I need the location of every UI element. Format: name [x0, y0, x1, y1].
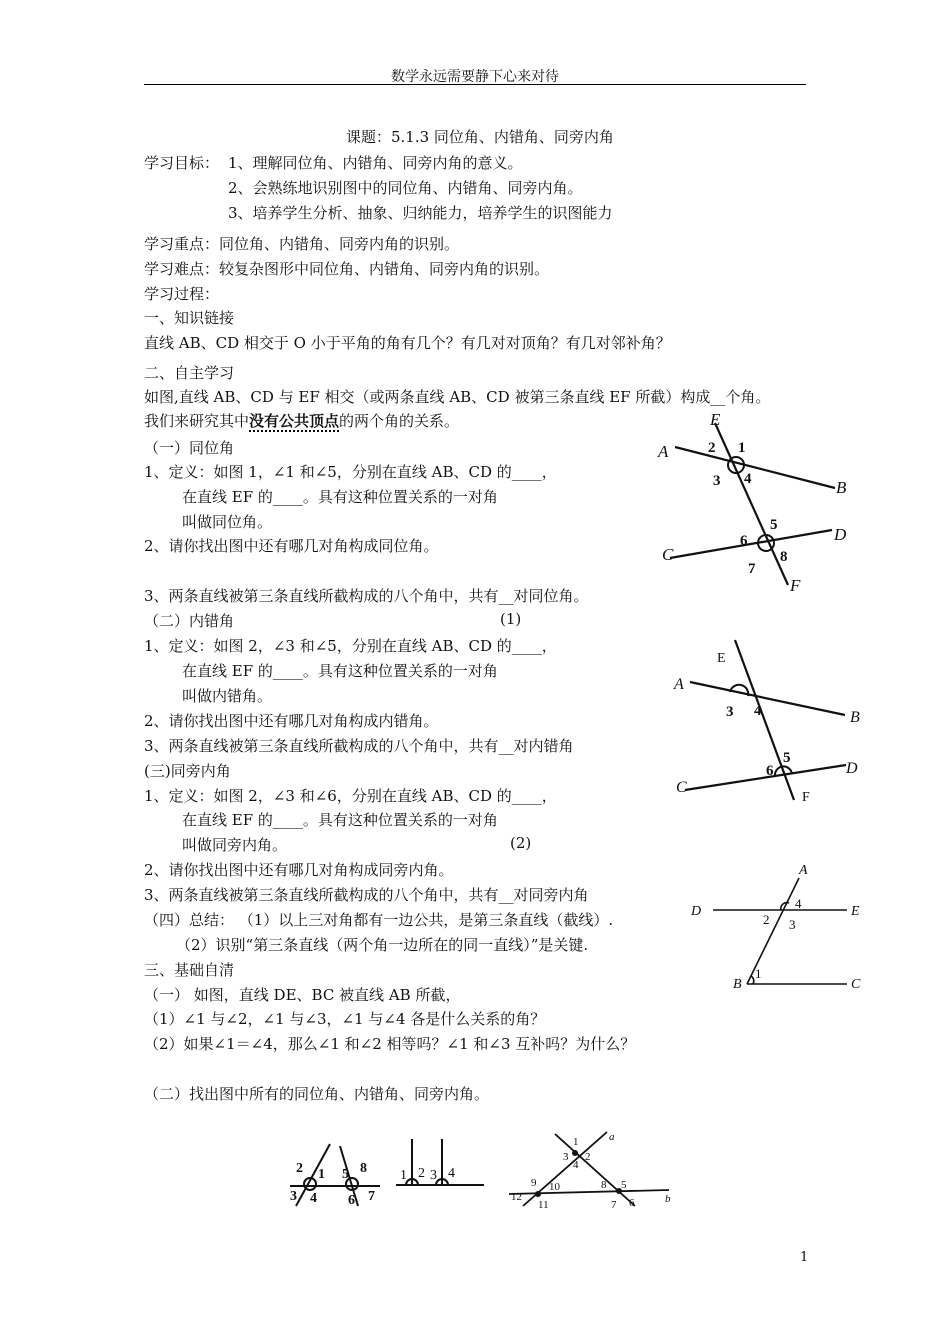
fig5-num-1: 1 — [400, 1168, 407, 1183]
fig6-label-b: b — [665, 1193, 671, 1205]
part1-title: （一）同位角 — [144, 439, 235, 457]
key-point: 学习重点：同位角、内错角、同旁内角的识别。 — [144, 235, 460, 253]
part1-def3: 叫做同位角。 — [182, 513, 273, 531]
intro2-emphasis: 没有公共顶点 — [249, 412, 340, 430]
section2-intro2 — [144, 410, 459, 431]
section2-title: 二、自主学习 — [144, 364, 235, 382]
part2-def2: 在直线 EF 的____。具有这种位置关系的一对角 — [182, 662, 498, 680]
fig2-label-b: B — [850, 709, 860, 726]
difficulty: 学习难点：较复杂图形中同位角、内错角、同旁内角的识别。 — [144, 260, 550, 278]
fig1-label-f: F — [790, 576, 801, 595]
part2-q3: 3、两条直线被第三条直线所截构成的八个角中，共有__对内错角 — [144, 737, 574, 755]
intro2-a: 我们来研究其中 — [144, 412, 250, 430]
figure-2 — [660, 640, 880, 810]
fig3-num-1: 1 — [755, 966, 762, 981]
fig1-num-6: 6 — [740, 533, 748, 549]
figure-1 — [640, 405, 870, 600]
fig4-num-2: 2 — [296, 1161, 303, 1176]
fig4-num-7: 7 — [368, 1189, 375, 1204]
fig1-label-c: C — [662, 545, 674, 564]
intro2-c: 的两个角的关系。 — [339, 412, 460, 430]
fig1-label-d: D — [834, 525, 847, 544]
fig6-line-b — [509, 1190, 669, 1194]
section3-p2: （1）∠1 与∠2，∠1 与∠3，∠1 与∠4 各是什么关系的角？ — [144, 1010, 546, 1028]
header-rule — [144, 84, 806, 85]
objective-3: 3、培养学生分析、抽象、归纳能力，培养学生的识图能力 — [228, 204, 613, 222]
section3-title: 三、基础自清 — [144, 961, 235, 979]
fig3-label-c: C — [851, 977, 861, 992]
objective-2: 2、会熟练地识别图中的同位角、内错角、同旁内角。 — [228, 179, 583, 197]
lesson-title: 课题：5.1.3 同位角、内错角、同旁内角 — [346, 128, 614, 146]
fig4-num-1: 1 — [318, 1167, 325, 1182]
fig2-num-6: 6 — [766, 763, 774, 779]
fig1-caption: (1) — [500, 610, 522, 628]
fig3-label-b: B — [733, 977, 742, 992]
objective-1: 1、理解同位角、内错角、同旁内角的意义。 — [228, 154, 523, 172]
section3-p3: （2）如果∠1＝∠4，那么∠1 和∠2 相等吗？∠1 和∠3 互补吗？为什么？ — [144, 1035, 636, 1053]
part3-q2: 2、请你找出图中还有哪几对角构成同旁内角。 — [144, 861, 454, 879]
fig1-num-8: 8 — [780, 549, 788, 565]
fig6-num-5: 5 — [621, 1179, 627, 1191]
fig2-label-d: D — [846, 760, 858, 777]
part3-def1: 1、定义：如图 2，∠3 和∠6，分别在直线 AB、CD 的____， — [144, 787, 557, 805]
fig6-num-11: 11 — [538, 1199, 549, 1211]
fig3-num-2: 2 — [763, 912, 770, 927]
part1-def2: 在直线 EF 的____。具有这种位置关系的一对角 — [182, 488, 498, 506]
section2-intro1: 如图,直线 AB、CD 与 EF 相交（或两条直线 AB、CD 被第三条直线 EF 所截）构成__个角。 — [144, 388, 771, 406]
fig4-num-3: 3 — [290, 1189, 297, 1204]
summary-1: （四）总结： （1）以上三对角都有一边公共，是第三条直线（截线）. — [144, 911, 614, 929]
figure-6 — [505, 1128, 685, 1213]
fig6-line-3 — [555, 1134, 635, 1206]
figure-5 — [394, 1135, 489, 1195]
fig6-num-6: 6 — [629, 1197, 635, 1209]
fig2-label-e: E — [717, 651, 726, 666]
fig1-label-e: E — [710, 410, 721, 429]
part3-def2: 在直线 EF 的____。具有这种位置关系的一对角 — [182, 811, 498, 829]
figure-4 — [288, 1138, 388, 1208]
fig6-num-2: 2 — [585, 1151, 591, 1163]
fig2-line-ab — [690, 682, 845, 715]
fig2-line-ef — [735, 640, 794, 800]
fig5-num-3: 3 — [430, 1168, 437, 1183]
fig1-line-cd — [670, 530, 832, 558]
fig6-num-8: 8 — [601, 1179, 607, 1191]
part2-title: （二）内错角 — [144, 612, 235, 630]
fig1-num-4: 4 — [744, 471, 752, 487]
fig5-num-2: 2 — [418, 1166, 425, 1181]
part3-q3: 3、两条直线被第三条直线所截构成的八个角中，共有__对同旁内角 — [144, 886, 589, 904]
part2-q2: 2、请你找出图中还有哪几对角构成内错角。 — [144, 712, 439, 730]
fig3-num-4: 4 — [795, 896, 802, 911]
fig2-label-c: C — [676, 779, 687, 796]
fig2-label-a: A — [674, 676, 684, 693]
fig1-num-5: 5 — [770, 517, 778, 533]
process-label: 学习过程： — [144, 285, 220, 303]
fig2-num-3: 3 — [726, 704, 734, 720]
fig6-num-9: 9 — [531, 1177, 537, 1189]
section3-p4: （二）找出图中所有的同位角、内错角、同旁内角。 — [144, 1085, 490, 1103]
page-header: 数学永远需要静下心来对待 — [391, 69, 559, 85]
part2-def1: 1、定义：如图 2，∠3 和∠5，分别在直线 AB、CD 的____， — [144, 637, 557, 655]
section1-question: 直线 AB、CD 相交于 O 小于平角的角有几个？有几对对顶角？有几对邻补角？ — [144, 334, 671, 352]
fig3-num-3: 3 — [789, 917, 796, 932]
fig1-line-ab — [675, 447, 835, 488]
section1-title: 一、知识链接 — [144, 309, 235, 327]
section3-p1: （一） 如图，直线 DE、BC 被直线 AB 所截， — [144, 986, 461, 1004]
part3-def3: 叫做同旁内角。 — [182, 836, 288, 854]
fig1-label-b: B — [836, 478, 847, 497]
part2-def3: 叫做内错角。 — [182, 687, 273, 705]
fig3-label-e: E — [851, 904, 860, 919]
part1-def1: 1、定义：如图 1，∠1 和∠5，分别在直线 AB、CD 的____， — [144, 463, 557, 481]
objectives-label: 学习目标： — [144, 154, 220, 172]
fig2-num-5: 5 — [783, 750, 791, 766]
fig1-num-7: 7 — [748, 561, 756, 577]
fig4-num-5: 5 — [342, 1167, 349, 1182]
fig1-num-2: 2 — [708, 440, 716, 456]
fig6-num-7: 7 — [611, 1199, 617, 1211]
summary-2: （2）识别“第三条直线（两个角一边所在的同一直线）”是关键. — [176, 936, 589, 954]
fig1-label-a: A — [658, 442, 669, 461]
part1-q2: 2、请你找出图中还有哪几对角构成同位角。 — [144, 537, 439, 555]
fig6-num-12: 12 — [511, 1191, 522, 1203]
fig1-num-3: 3 — [713, 473, 721, 489]
figure-3 — [685, 858, 875, 998]
fig6-num-4: 4 — [573, 1159, 579, 1171]
fig1-num-1: 1 — [738, 440, 746, 456]
fig5-num-4: 4 — [448, 1166, 455, 1181]
fig6-num-1: 1 — [573, 1136, 579, 1148]
fig6-num-10: 10 — [549, 1181, 560, 1193]
fig6-num-3: 3 — [563, 1151, 569, 1163]
fig2-num-4: 4 — [754, 703, 762, 719]
fig3-label-d: D — [691, 904, 702, 919]
fig4-num-4: 4 — [310, 1191, 317, 1206]
fig4-num-6: 6 — [348, 1193, 355, 1208]
fig3-label-a: A — [799, 863, 808, 878]
fig2-label-f: F — [802, 790, 810, 805]
fig4-num-8: 8 — [360, 1161, 367, 1176]
fig2-caption: (2) — [510, 834, 532, 852]
part1-q3: 3、两条直线被第三条直线所截构成的八个角中，共有__对同位角。 — [144, 587, 589, 605]
page-number: 1 — [800, 1250, 809, 1265]
fig6-label-a: a — [609, 1131, 615, 1143]
part3-title: (三)同旁内角 — [144, 762, 231, 780]
